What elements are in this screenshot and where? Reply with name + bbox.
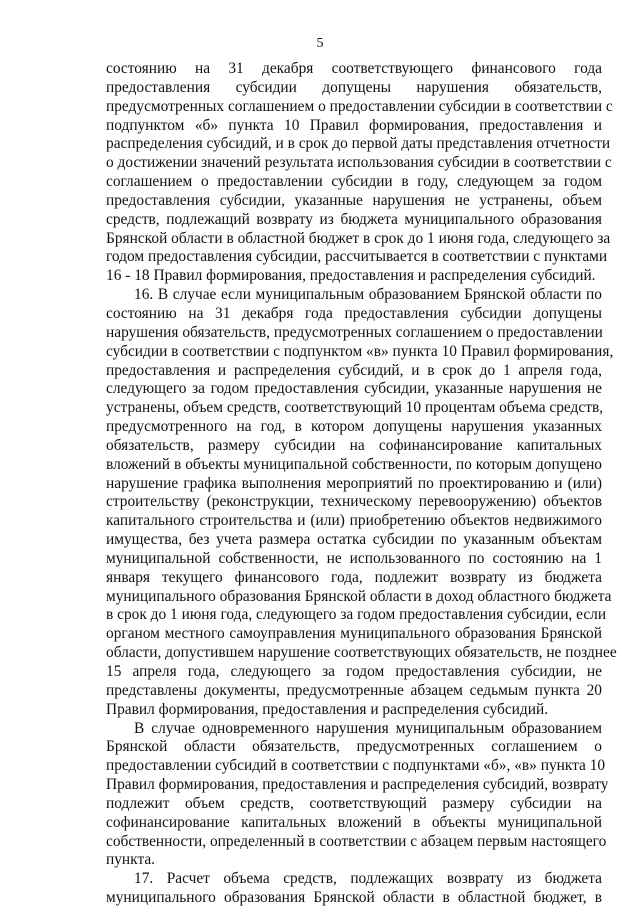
text-line: подлежит объем средств, соответствующий размеру субсидии на <box>106 794 602 812</box>
text-line: собственности, определенный в соответствии с абзацем первым настоящего <box>106 832 607 850</box>
text-line: предоставления и распределения субсидий, и в срок до 1 апреля года, <box>106 361 602 379</box>
text-line: 17. Расчет объема средств, подлежащих возврату из бюджета <box>134 870 602 888</box>
text-line: представлены документы, предусмотренные абзацем седьмым пункта 20 <box>106 681 602 699</box>
text-line: обязательств, размеру субсидии на софинансирование капитальных <box>106 436 602 454</box>
text-line: в срок до 1 июня года, следующего за годом предоставления субсидии, если <box>106 606 607 624</box>
text-line: соглашением о предоставлении субсидии в году, следующем за годом <box>106 173 602 191</box>
text-line: 16 - 18 Правил формирования, предоставления и распределения субсидий. <box>106 267 596 285</box>
text-line: муниципальной собственности, не использованного по состоянию на 1 <box>106 549 602 567</box>
text-line: капитального строительства и (или) приобретению объектов недвижимого <box>106 512 602 530</box>
text-line: предусмотренных соглашением о предоставлении субсидии в соответствии с <box>106 97 613 115</box>
text-line: муниципального образования Брянской области в областной бюджет, в <box>106 889 602 907</box>
text-line: софинансирование капитальных вложений в объекты муниципальной <box>106 813 602 831</box>
text-line: области, допустившем нарушение соответствующих обязательств, не позднее <box>106 644 617 662</box>
text-line: следующего за годом предоставления субсидии, указанные нарушения не <box>106 380 602 398</box>
text-line: состоянию на 31 декабря соответствующего финансового года <box>106 60 602 77</box>
text-line: предоставлении субсидий в соответствии с подпунктами «б», «в» пункта 10 <box>106 757 606 775</box>
text-line: нарушения обязательств, предусмотренных соглашением о предоставлении <box>106 323 603 341</box>
text-line: имущества, без учета размера остатка субсидии по указанным объектам <box>106 531 602 549</box>
page-number: 5 <box>316 36 324 51</box>
text-line: устранены, объем средств, соответствующий 10 процентам объема средств, <box>106 399 604 417</box>
paragraph-17 <box>106 870 602 908</box>
text-line: средств, подлежащий возврату из бюджета муниципального образования <box>106 210 602 228</box>
text-line: строительству (реконструкции, техническому перевооружению) объектов <box>106 493 602 511</box>
text-line: о достижении значений результата использования субсидии в соответствии с <box>106 154 612 172</box>
paragraph-16 <box>106 286 617 719</box>
text-line: Брянской области в областной бюджет в срок до 1 июня года, следующего за <box>106 229 611 247</box>
text-line: предусмотренного на год, в котором допущены нарушения указанных <box>106 418 602 436</box>
text-line: 15 апреля года, следующего за годом предоставления субсидии, не <box>106 663 602 680</box>
text-line: В случае одновременного нарушения муниципальным образованием <box>134 719 602 737</box>
text-line: нарушение графика выполнения мероприятий по проектированию и (или) <box>106 474 602 492</box>
text-line: Брянской области обязательств, предусмотренных соглашением о <box>106 738 602 756</box>
document-body <box>106 60 617 908</box>
paragraph-continuation <box>106 60 613 286</box>
text-line: предоставления субсидии допущены нарушения обязательств, <box>106 78 602 96</box>
text-line: Правил формирования, предоставления и распределения субсидий, возврату <box>106 776 609 794</box>
text-line: органом местного самоуправления муниципального образования Брянской <box>106 625 602 643</box>
text-line: муниципального образования Брянской области в доход областного бюджета <box>106 587 612 605</box>
text-line: распределения субсидий, и в срок до первой даты представления отчетности <box>106 135 611 153</box>
text-line: состоянию на 31 декабря года предоставления субсидии допущены <box>106 304 602 322</box>
text-line: вложений в объекты муниципальной собственности, по которым допущено <box>106 455 602 473</box>
text-line: субсидии в соответствии с подпунктом «в» пункта 10 Правил формирования, <box>106 342 614 360</box>
text-line: января текущего финансового года, подлежит возврату из бюджета <box>106 568 602 586</box>
text-line: предоставления субсидии, указанные нарушения не устранены, объем <box>106 191 602 209</box>
text-line: Правил формирования, предоставления и распределения субсидий. <box>106 700 549 718</box>
text-line: пункта. <box>106 851 156 869</box>
text-line: подпунктом «б» пункта 10 Правил формирования, предоставления и <box>106 116 602 134</box>
paragraph-simultaneous-violation <box>106 719 609 871</box>
text-line: 16. В случае если муниципальным образованием Брянской области по <box>134 286 602 304</box>
text-line: годом предоставления субсидии, рассчитывается в соответствии с пунктами <box>106 248 608 266</box>
